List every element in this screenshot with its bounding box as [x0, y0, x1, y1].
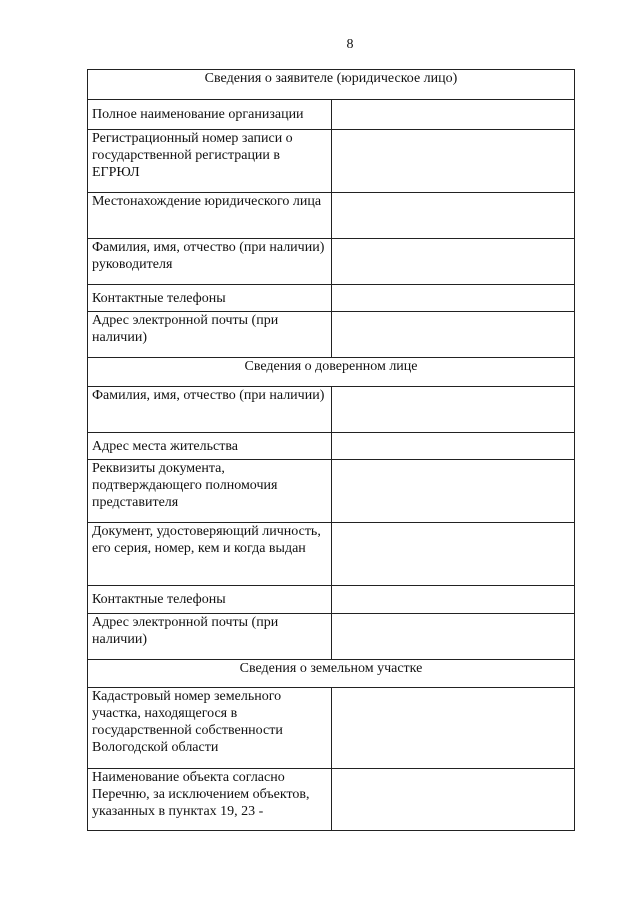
field-value-legal-address[interactable]	[331, 193, 575, 239]
field-value-authority-document[interactable]	[331, 460, 575, 523]
table-row	[88, 523, 575, 586]
section-header-row	[88, 660, 575, 688]
field-label-cadastral-number: Кадастровый номер земельного участка, находящегося в государственной собственности Вологодской области	[88, 688, 332, 769]
table-row	[88, 130, 575, 193]
field-label-residence-address: Адрес места жительства	[88, 433, 332, 460]
field-value-organization-name[interactable]	[331, 100, 575, 130]
field-label-egrul-number: Регистрационный номер записи о государственной регистрации в ЕГРЮЛ	[88, 130, 332, 193]
table-row	[88, 100, 575, 130]
table-row	[88, 769, 575, 831]
field-value-trustee-name[interactable]	[331, 387, 575, 433]
field-label-trustee-email: Адрес электронной почты (при наличии)	[88, 614, 332, 660]
field-value-cadastral-number[interactable]	[331, 688, 575, 769]
table-row	[88, 586, 575, 614]
table-row	[88, 460, 575, 523]
field-label-email: Адрес электронной почты (при наличии)	[88, 312, 332, 358]
field-value-egrul-number[interactable]	[331, 130, 575, 193]
table-row	[88, 688, 575, 769]
field-label-object-name: Наименование объекта согласно Перечню, за исключением объектов, указанных в пунктах 19, 23 -	[88, 769, 332, 831]
section-title-land-plot: Сведения о земельном участке	[88, 660, 575, 688]
section-header-row	[88, 70, 575, 100]
field-label-director-name: Фамилия, имя, отчество (при наличии) руководителя	[88, 239, 332, 285]
field-label-authority-document: Реквизиты документа, подтверждающего полномочия представителя	[88, 460, 332, 523]
field-value-residence-address[interactable]	[331, 433, 575, 460]
table-row	[88, 239, 575, 285]
field-value-object-name[interactable]	[331, 769, 575, 831]
application-form-table	[87, 69, 575, 831]
section-header-row	[88, 358, 575, 387]
table-row	[88, 387, 575, 433]
table-row	[88, 614, 575, 660]
field-value-email[interactable]	[331, 312, 575, 358]
field-label-trustee-phones: Контактные телефоны	[88, 586, 332, 614]
field-label-organization-name: Полное наименование организации	[88, 100, 332, 130]
field-label-phones: Контактные телефоны	[88, 285, 332, 312]
field-value-phones[interactable]	[331, 285, 575, 312]
field-label-trustee-name: Фамилия, имя, отчество (при наличии)	[88, 387, 332, 433]
field-value-trustee-email[interactable]	[331, 614, 575, 660]
table-row	[88, 312, 575, 358]
section-title-applicant: Сведения о заявителе (юридическое лицо)	[88, 70, 575, 100]
table-row	[88, 285, 575, 312]
field-label-legal-address: Местонахождение юридического лица	[88, 193, 332, 239]
table-row	[88, 433, 575, 460]
field-value-trustee-phones[interactable]	[331, 586, 575, 614]
field-label-identity-document: Документ, удостоверяющий личность, его серия, номер, кем и когда выдан	[88, 523, 332, 586]
field-value-identity-document[interactable]	[331, 523, 575, 586]
table-row	[88, 193, 575, 239]
section-title-trustee: Сведения о доверенном лице	[88, 358, 575, 387]
page-number: 8	[346, 37, 354, 52]
field-value-director-name[interactable]	[331, 239, 575, 285]
